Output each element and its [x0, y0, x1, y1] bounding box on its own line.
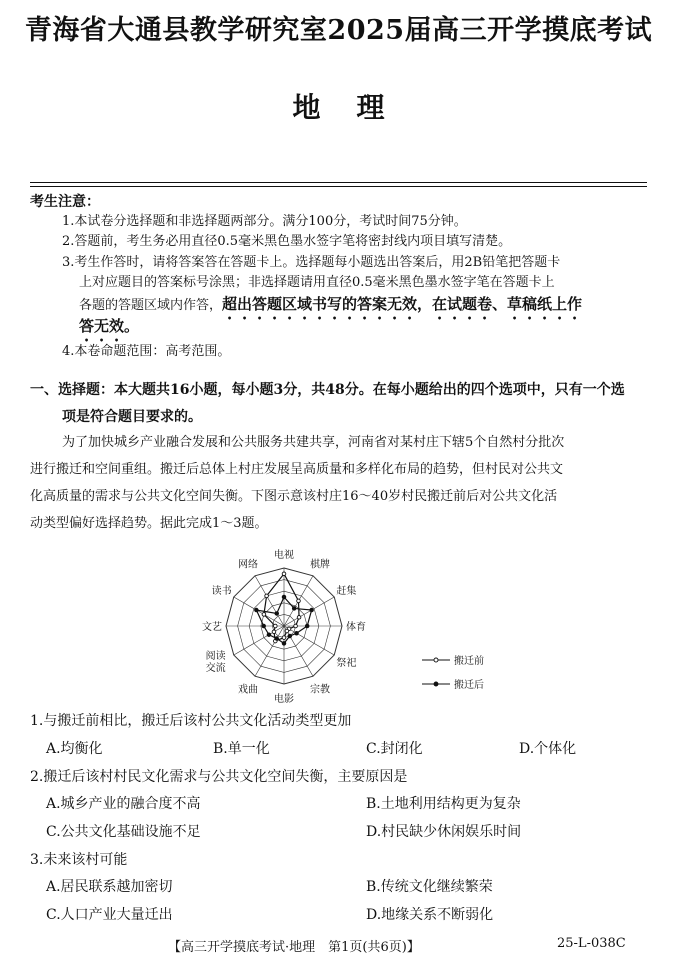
- radar-category-label: 阅读交流: [205, 651, 226, 674]
- radar-point: [255, 608, 259, 612]
- section-heading-cont: 项是符合题目要求的。: [62, 409, 202, 425]
- q3-option-b: B.传统文化继续繁荣: [366, 879, 493, 895]
- radar-chart-svg: [196, 546, 506, 705]
- q1-option-b: B.单一化: [213, 741, 270, 757]
- passage-line-4: 动类型偏好选择趋势。据此完成1～3题。: [30, 516, 268, 531]
- radar-category-label: 文艺: [202, 622, 222, 633]
- footer-code: 25-L-038C: [557, 936, 626, 951]
- q2-option-d: D.村民缺少休闲娱乐时间: [366, 824, 522, 840]
- radar-point: [292, 607, 296, 611]
- radar-category-label: 赶集: [336, 586, 357, 597]
- legend-marker: [434, 658, 438, 662]
- radar-point: [295, 631, 299, 635]
- radar-point: [262, 613, 266, 617]
- notice-item-3-text: 各题的答题区域内作答，: [79, 298, 223, 313]
- radar-point: [305, 624, 309, 628]
- question-1-stem: 1.与搬迁前相比，搬迁后该村公共文化活动类型更加: [30, 713, 352, 729]
- radar-category-label: 宗教: [310, 684, 330, 696]
- notice-item-2: 2.答题前，考生务必用直径0.5毫米黑色墨水签字笔将密封线内项目填写清楚。: [62, 234, 512, 249]
- radar-point: [275, 612, 279, 616]
- q1-option-a: A.均衡化: [46, 741, 103, 757]
- notice-emphasis-end: 答无效。: [79, 317, 140, 335]
- radar-point: [282, 642, 286, 646]
- q1-option-d: D.个体化: [519, 741, 577, 757]
- radar-point: [297, 616, 301, 620]
- radar-point: [282, 595, 286, 599]
- radar-point: [274, 624, 278, 628]
- q2-option-a: A.城乡产业的融合度不高: [46, 796, 201, 812]
- notice-item-3: 3.考生作答时，请将答案答在答题卡上。选择题每小题选出答案后，用2B铅笔把答题卡: [62, 255, 561, 270]
- radar-point: [275, 637, 279, 641]
- divider-thick: [30, 182, 647, 183]
- section-heading: 一、选择题：本大题共16小题，每小题3分，共48分。在每小题给出的四个选项中，只有一个选: [30, 382, 625, 398]
- legend-marker: [434, 682, 438, 686]
- radar-point: [265, 594, 269, 598]
- radar-point: [282, 636, 286, 640]
- radar-category-label: 网络: [238, 559, 258, 571]
- radar-category-label: 读书: [211, 586, 232, 597]
- radar-category-label: 祭祀: [336, 658, 357, 669]
- radar-category-label: 棋牌: [310, 559, 330, 571]
- notice-item-3-cont: 上对应题目的答案标号涂黑；非选择题请用直径0.5毫米黑色墨水签字笔在答题卡上: [79, 275, 555, 290]
- passage-line-1: 为了加快城乡产业融合发展和公共服务共建共享，河南省对某村庄下辖5个自然村分批次: [62, 435, 565, 450]
- notice-title: 考生注意：: [30, 194, 100, 210]
- notice-item-1: 1.本试卷分选择题和非选择题两部分。满分100分，考试时间75分钟。: [62, 214, 467, 229]
- divider-thin: [30, 186, 647, 187]
- q3-option-d: D.地缘关系不断弱化: [366, 907, 494, 923]
- q2-option-c: C.公共文化基础设施不足: [46, 824, 201, 840]
- radar-chart: [196, 546, 506, 705]
- passage-line-2: 进行搬迁和空间重组。搬迁后总体上村庄发展呈高质量和多样化布局的趋势，但村民对公共文: [30, 462, 564, 477]
- radar-category-label: 体育: [346, 622, 366, 633]
- radar-point: [272, 630, 276, 634]
- legend-label: 搬迁后: [454, 680, 484, 691]
- radar-point: [310, 608, 314, 612]
- passage-line-3: 化高质量的需求与公共文化空间失衡。下图示意该村庄16～40岁村民搬迁前后对公共文化活: [30, 489, 558, 504]
- radar-point: [294, 624, 298, 628]
- exam-title: 青海省大通县教学研究室2025届高三开学摸底考试: [24, 15, 653, 46]
- radar-point: [282, 572, 286, 576]
- radar-point: [297, 599, 301, 603]
- notice-item-3-cont2: [79, 294, 582, 323]
- radar-point: [262, 624, 266, 628]
- radar-category-label: 戏曲: [238, 684, 258, 696]
- radar-point: [288, 634, 292, 638]
- notice-item-4: 4.本卷命题范围：高考范围。: [62, 344, 231, 359]
- radar-point: [267, 633, 271, 637]
- q2-option-b: B.土地利用结构更为复杂: [366, 796, 521, 812]
- footer-page-info: 【高三开学摸底考试·地理 第1页(共6页)】: [168, 940, 420, 955]
- notice-emphasis: 超出答题区域书写的答案无效，在试题卷、草稿纸上作: [222, 295, 583, 313]
- q1-option-c: C.封闭化: [366, 741, 423, 757]
- question-3-stem: 3.未来该村可能: [30, 852, 128, 868]
- radar-category-label: 电视: [274, 550, 294, 561]
- question-2-stem: 2.搬迁后该村村民文化需求与公共文化空间失衡，主要原因是: [30, 769, 408, 785]
- q3-option-c: C.人口产业大量迁出: [46, 907, 173, 923]
- q3-option-a: A.居民联系越加密切: [46, 879, 173, 895]
- radar-category-label: 电影: [274, 694, 294, 705]
- radar-point: [285, 629, 289, 633]
- legend-label: 搬迁前: [454, 656, 484, 667]
- subject-title: 地理: [292, 91, 421, 124]
